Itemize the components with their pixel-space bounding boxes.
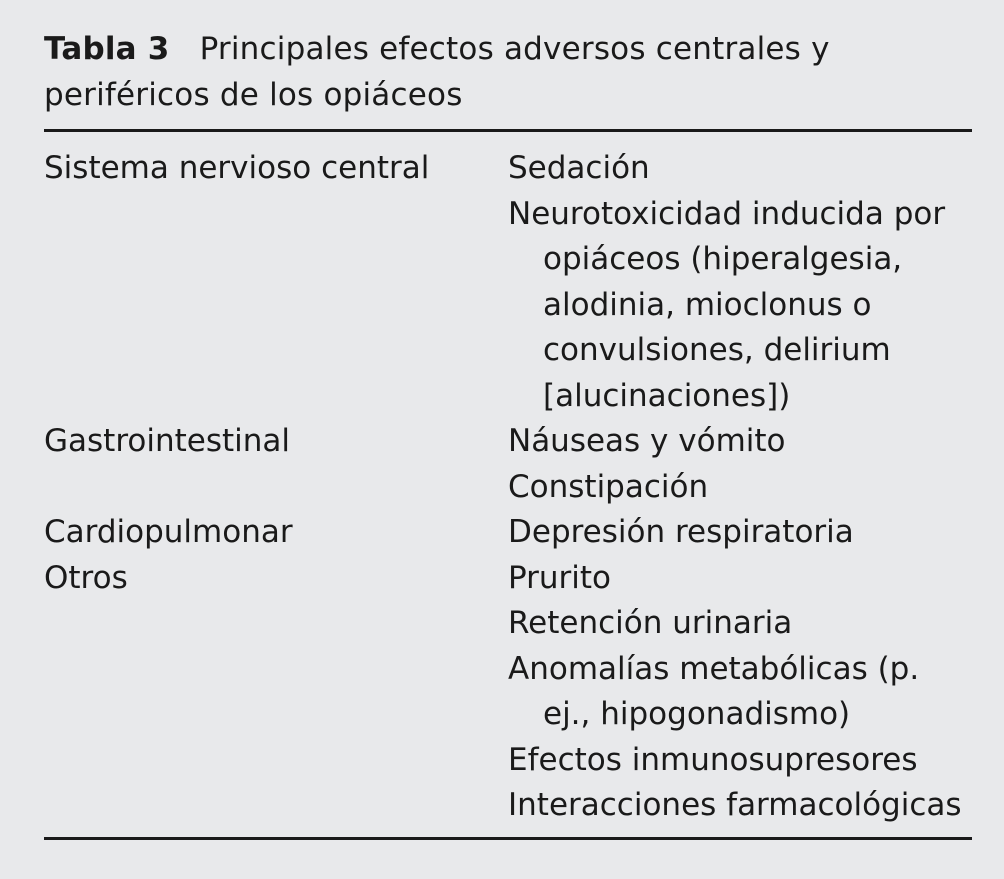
table-row <box>44 510 972 556</box>
effect-item: Sedación <box>508 150 650 186</box>
table-number: Tabla 3 <box>44 31 170 67</box>
category-cell: Sistema nervioso central <box>44 150 430 186</box>
effect-item: Constipación <box>508 468 709 505</box>
table-row <box>44 146 972 419</box>
effect-item: Prurito <box>508 559 612 596</box>
effects-cell <box>508 510 972 556</box>
category-cell: Cardiopulmonar <box>44 514 293 550</box>
effect-item: Interacciones farmacológicas <box>508 787 962 823</box>
effect-item: Efectos inmunosupresores <box>508 741 918 778</box>
category-cell: Gastrointestinal <box>44 423 291 459</box>
effects-cell <box>508 419 972 510</box>
effects-cell <box>508 556 972 829</box>
effect-item: Náuseas y vómito <box>508 423 786 459</box>
effect-item: Depresión respiratoria <box>508 514 854 550</box>
category-cell: Otros <box>44 559 128 596</box>
table-title: Principales efectos adversos centrales y periféricos de los opiáceos <box>44 31 830 113</box>
effect-item: Anomalías metabólicas (p. ej., hipogonadismo) <box>508 650 920 732</box>
effect-item: Retención urinaria <box>508 605 793 641</box>
effects-cell <box>508 146 972 419</box>
top-rule <box>44 129 972 132</box>
adverse-effects-table <box>44 146 972 829</box>
table-row <box>44 556 972 829</box>
bottom-rule <box>44 837 972 840</box>
table-caption <box>44 26 964 118</box>
effect-item: Neurotoxicidad inducida por opiáceos (hiperalgesia, alodinia, mioclonus o convulsiones, delirium [alucinaciones]) <box>508 195 946 414</box>
table-row <box>44 419 972 510</box>
